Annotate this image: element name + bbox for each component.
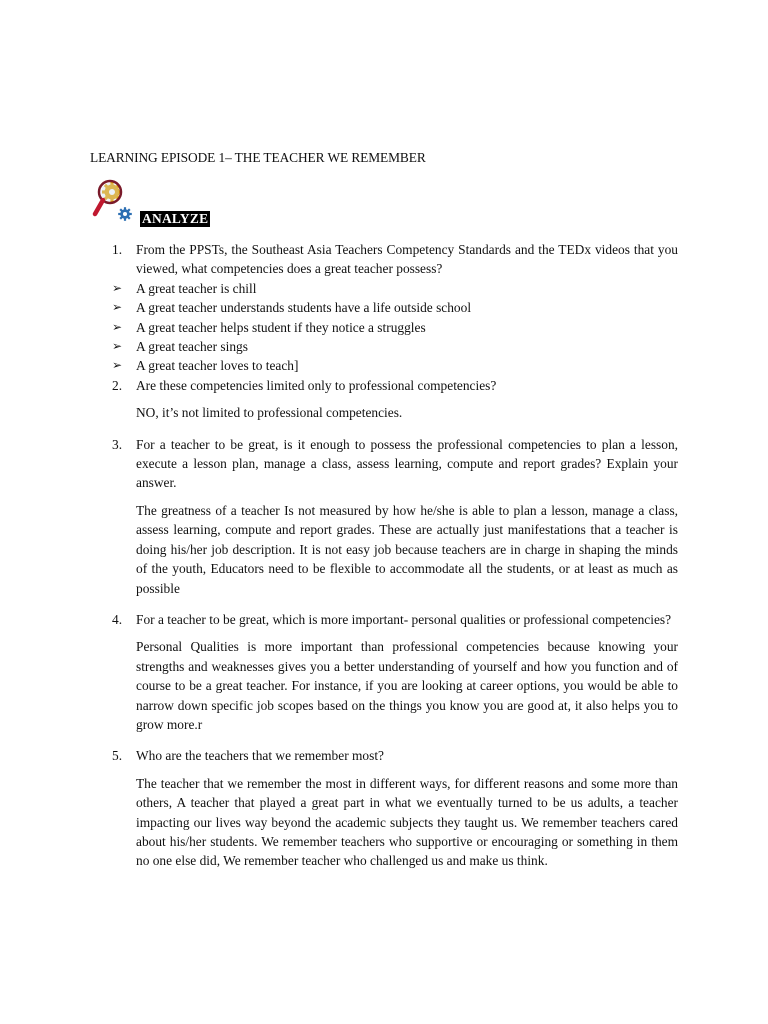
question-item	[112, 240, 678, 279]
answer-text: The greatness of a teacher Is not measured by how he/she is able to plan a lesson, manage a class, assess learning, compute and report grades. These are actually just manifestations that a teacher is doing his/her job description. It is not easy job because teachers are in charge in shaping the minds of the youth, Educators need to be flexible to accommodate all the students, or at least as much as possible	[136, 502, 678, 596]
question-item	[112, 610, 678, 629]
bullet-text: A great teacher is chill	[136, 280, 257, 296]
arrow-bullet-icon: ➢	[112, 339, 123, 354]
bullet-item	[112, 356, 678, 375]
question-text: For a teacher to be great, is it enough to possess the professional competencies to plan a lesson, execute a lesson plan, manage a class, assess learning, compute and report grades? Explain your answer.	[136, 436, 678, 491]
question-text: For a teacher to be great, which is more important- personal qualities or professional competencies?	[136, 611, 672, 627]
question-number: 5.	[112, 748, 123, 764]
section-label-analyze: ANALYZE	[142, 211, 209, 226]
arrow-bullet-icon: ➢	[112, 358, 123, 373]
question-number: 3.	[112, 436, 123, 452]
bullet-item	[112, 298, 678, 317]
page-title: LEARNING EPISODE 1– THE TEACHER WE REMEMBER	[90, 150, 426, 165]
question-number: 4.	[112, 611, 123, 627]
question-item	[112, 746, 678, 765]
bullet-text: A great teacher loves to teach]	[136, 358, 299, 374]
bullet-text: A great teacher understands students have a life outside school	[136, 300, 472, 316]
bullet-item	[112, 279, 678, 298]
bullet-item	[112, 337, 678, 356]
competency-bullet-list	[112, 279, 678, 376]
questions-list	[112, 240, 678, 871]
bullet-text: A great teacher sings	[136, 339, 248, 355]
bullet-item	[112, 318, 678, 337]
answer-text: The teacher that we remember the most in different ways, for different reasons and some more than others, A teacher that played a great part in what we eventually turned to be us adults, a teacher impacting our lives way beyond the academic subjects they taught us. We remember teachers cared about his/her students. We remember teachers who supportive or encouraging or something in them no one else did, We remember teacher who challenged us and make us think.	[136, 775, 678, 869]
magnifier-gear-icon	[92, 178, 136, 222]
question-text: Who are the teachers that we remember most?	[136, 748, 384, 764]
question-item	[112, 435, 678, 493]
question-item	[112, 376, 678, 395]
answer-text: NO, it’s not limited to professional competencies.	[136, 405, 403, 421]
question-text: From the PPSTs, the Southeast Asia Teachers Competency Standards and the TEDx videos that you viewed, what competencies does a great teacher possess?	[136, 242, 678, 277]
arrow-bullet-icon: ➢	[112, 280, 123, 295]
question-text: Are these competencies limited only to professional competencies?	[136, 377, 497, 393]
arrow-bullet-icon: ➢	[112, 300, 123, 315]
question-number: 1.	[112, 242, 123, 257]
arrow-bullet-icon: ➢	[112, 319, 123, 334]
answer-text: Personal Qualities is more important than professional competencies because knowing your strengths and weaknesses gives you a better understanding of yourself and how you function and of course to be a great teacher. For instance, if you are looking at career options, you would be able to narrow down specific job scopes based on the things you know you are good at, it also helps you to grow more.r	[136, 639, 678, 732]
question-number: 2.	[112, 377, 123, 393]
bullet-text: A great teacher helps student if they notice a struggles	[136, 319, 426, 335]
